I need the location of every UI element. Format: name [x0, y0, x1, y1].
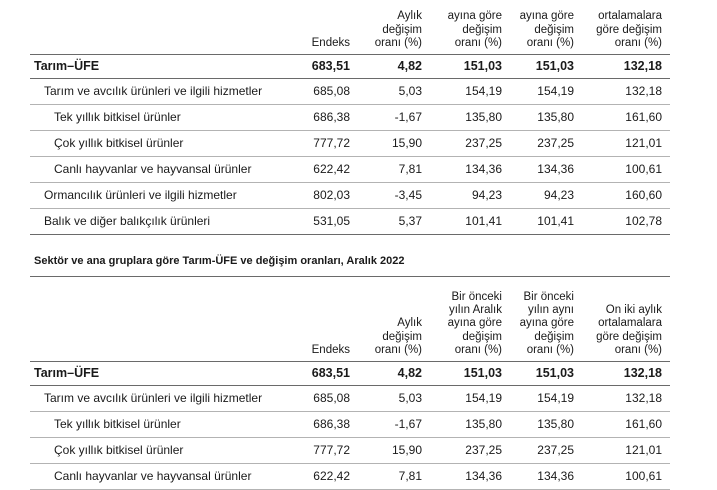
- cell-monthly: 5,37: [398, 214, 422, 228]
- cell-vs-december: 135,80: [465, 110, 502, 124]
- cell-vs-december: 134,36: [465, 469, 502, 483]
- cell-vs-12m-avg: 160,60: [625, 188, 662, 202]
- table-row: [30, 55, 670, 79]
- cell-monthly: 4,82: [397, 366, 422, 380]
- header-change-vs-12-month-avg: On iki aylık ortalamalara göre değişim oranı (%): [596, 304, 662, 356]
- table-row: [30, 105, 670, 131]
- cell-monthly: -1,67: [394, 110, 422, 124]
- row-label: Tek yıllık bitkisel ürünler: [54, 110, 181, 124]
- cell-vs-12m-avg: 132,18: [625, 84, 662, 98]
- table-2: [30, 276, 670, 490]
- header-change-vs-12-month-avg: ortalamalara göre değişim oranı (%): [596, 10, 662, 49]
- table-2-title: Sektör ve ana gruplara göre Tarım-ÜFE ve değişim oranları, Aralık 2022: [34, 255, 405, 267]
- cell-vs-december: 237,25: [465, 136, 502, 150]
- cell-vs-12m-avg: 121,01: [625, 443, 662, 457]
- cell-vs-same-month: 101,41: [537, 214, 574, 228]
- header-change-vs-same-month: ayına göre değişim oranı (%): [519, 10, 574, 49]
- cell-vs-12m-avg: 132,18: [623, 366, 662, 380]
- row-label: Tek yıllık bitkisel ürünler: [54, 417, 181, 431]
- cell-vs-same-month: 134,36: [537, 469, 574, 483]
- table-row: [30, 183, 670, 209]
- table-row: [30, 157, 670, 183]
- table-row: [30, 209, 670, 235]
- cell-vs-same-month: 154,19: [537, 84, 574, 98]
- cell-vs-12m-avg: 161,60: [625, 417, 662, 431]
- header-change-vs-same-month: Bir önceki yılın aynı ayına göre değişim oranı (%): [519, 290, 574, 356]
- cell-endeks: 683,51: [311, 366, 350, 380]
- cell-monthly: -1,67: [394, 417, 422, 431]
- cell-vs-same-month: 135,80: [537, 417, 574, 431]
- table-row: [30, 464, 670, 490]
- table-row: [30, 131, 670, 157]
- cell-monthly: 7,81: [398, 162, 422, 176]
- cell-endeks: 685,08: [313, 84, 350, 98]
- cell-vs-12m-avg: 100,61: [625, 469, 662, 483]
- header-endeks: Endeks: [311, 343, 350, 356]
- header-change-vs-december: Bir önceki yılın Aralık ayına göre değişim oranı (%): [447, 290, 502, 356]
- cell-vs-12m-avg: 121,01: [625, 136, 662, 150]
- table-2-header: [30, 276, 670, 362]
- cell-vs-december: 94,23: [471, 188, 502, 202]
- table-row: [30, 386, 670, 412]
- row-label: Balık ve diğer balıkçılık ürünleri: [44, 214, 211, 228]
- cell-vs-12m-avg: 132,18: [623, 59, 662, 73]
- cell-vs-december: 154,19: [465, 84, 502, 98]
- table-1-header: [30, 0, 670, 55]
- row-label: Çok yıllık bitkisel ürünler: [54, 136, 184, 150]
- row-label: Canlı hayvanlar ve hayvansal ürünler: [54, 469, 252, 483]
- cell-vs-december: 237,25: [465, 443, 502, 457]
- cell-endeks: 777,72: [313, 136, 350, 150]
- cell-vs-12m-avg: 100,61: [625, 162, 662, 176]
- cell-vs-december: 154,19: [465, 391, 502, 405]
- table-row: [30, 412, 670, 438]
- header-monthly-change: Aylık değişim oranı (%): [374, 317, 422, 356]
- cell-vs-12m-avg: 161,60: [625, 110, 662, 124]
- cell-monthly: 5,03: [398, 84, 422, 98]
- cell-endeks: 622,42: [313, 162, 350, 176]
- cell-monthly: 4,82: [397, 59, 422, 73]
- row-label: Ormancılık ürünleri ve ilgili hizmetler: [44, 188, 237, 202]
- header-monthly-change: Aylık değişim oranı (%): [374, 10, 422, 49]
- cell-endeks: 686,38: [313, 110, 350, 124]
- cell-endeks: 686,38: [313, 417, 350, 431]
- cell-vs-december: 101,41: [465, 214, 502, 228]
- row-label: Tarım ve avcılık ürünleri ve ilgili hizmetler: [44, 84, 263, 98]
- cell-monthly: 5,03: [398, 391, 422, 405]
- cell-vs-12m-avg: 132,18: [625, 391, 662, 405]
- cell-vs-same-month: 151,03: [535, 366, 574, 380]
- table-row: [30, 362, 670, 386]
- cell-monthly: -3,45: [394, 188, 422, 202]
- row-label: Tarım ve avcılık ürünleri ve ilgili hizmetler: [44, 391, 263, 405]
- cell-vs-12m-avg: 102,78: [625, 214, 662, 228]
- cell-vs-same-month: 134,36: [537, 162, 574, 176]
- table-1: [30, 0, 670, 235]
- cell-endeks: 802,03: [313, 188, 350, 202]
- cell-vs-same-month: 94,23: [543, 188, 574, 202]
- cell-vs-same-month: 151,03: [535, 59, 574, 73]
- cell-endeks: 685,08: [313, 391, 350, 405]
- cell-monthly: 7,81: [398, 469, 422, 483]
- cell-endeks: 622,42: [313, 469, 350, 483]
- cell-vs-same-month: 237,25: [537, 136, 574, 150]
- cell-monthly: 15,90: [391, 443, 422, 457]
- cell-endeks: 531,05: [313, 214, 350, 228]
- row-label: Tarım–ÜFE: [34, 366, 100, 380]
- header-endeks: Endeks: [311, 36, 350, 49]
- row-label: Tarım–ÜFE: [34, 59, 100, 73]
- cell-vs-same-month: 237,25: [537, 443, 574, 457]
- cell-endeks: 683,51: [311, 59, 350, 73]
- row-label: Canlı hayvanlar ve hayvansal ürünler: [54, 162, 252, 176]
- cell-vs-same-month: 154,19: [537, 391, 574, 405]
- cell-vs-december: 135,80: [465, 417, 502, 431]
- row-label: Çok yıllık bitkisel ürünler: [54, 443, 184, 457]
- cell-vs-december: 151,03: [463, 366, 502, 380]
- table-row: [30, 79, 670, 105]
- cell-endeks: 777,72: [313, 443, 350, 457]
- cell-vs-december: 151,03: [463, 59, 502, 73]
- cell-vs-same-month: 135,80: [537, 110, 574, 124]
- cell-monthly: 15,90: [391, 136, 422, 150]
- header-change-vs-december: ayına göre değişim oranı (%): [447, 10, 502, 49]
- table-row: [30, 438, 670, 464]
- cell-vs-december: 134,36: [465, 162, 502, 176]
